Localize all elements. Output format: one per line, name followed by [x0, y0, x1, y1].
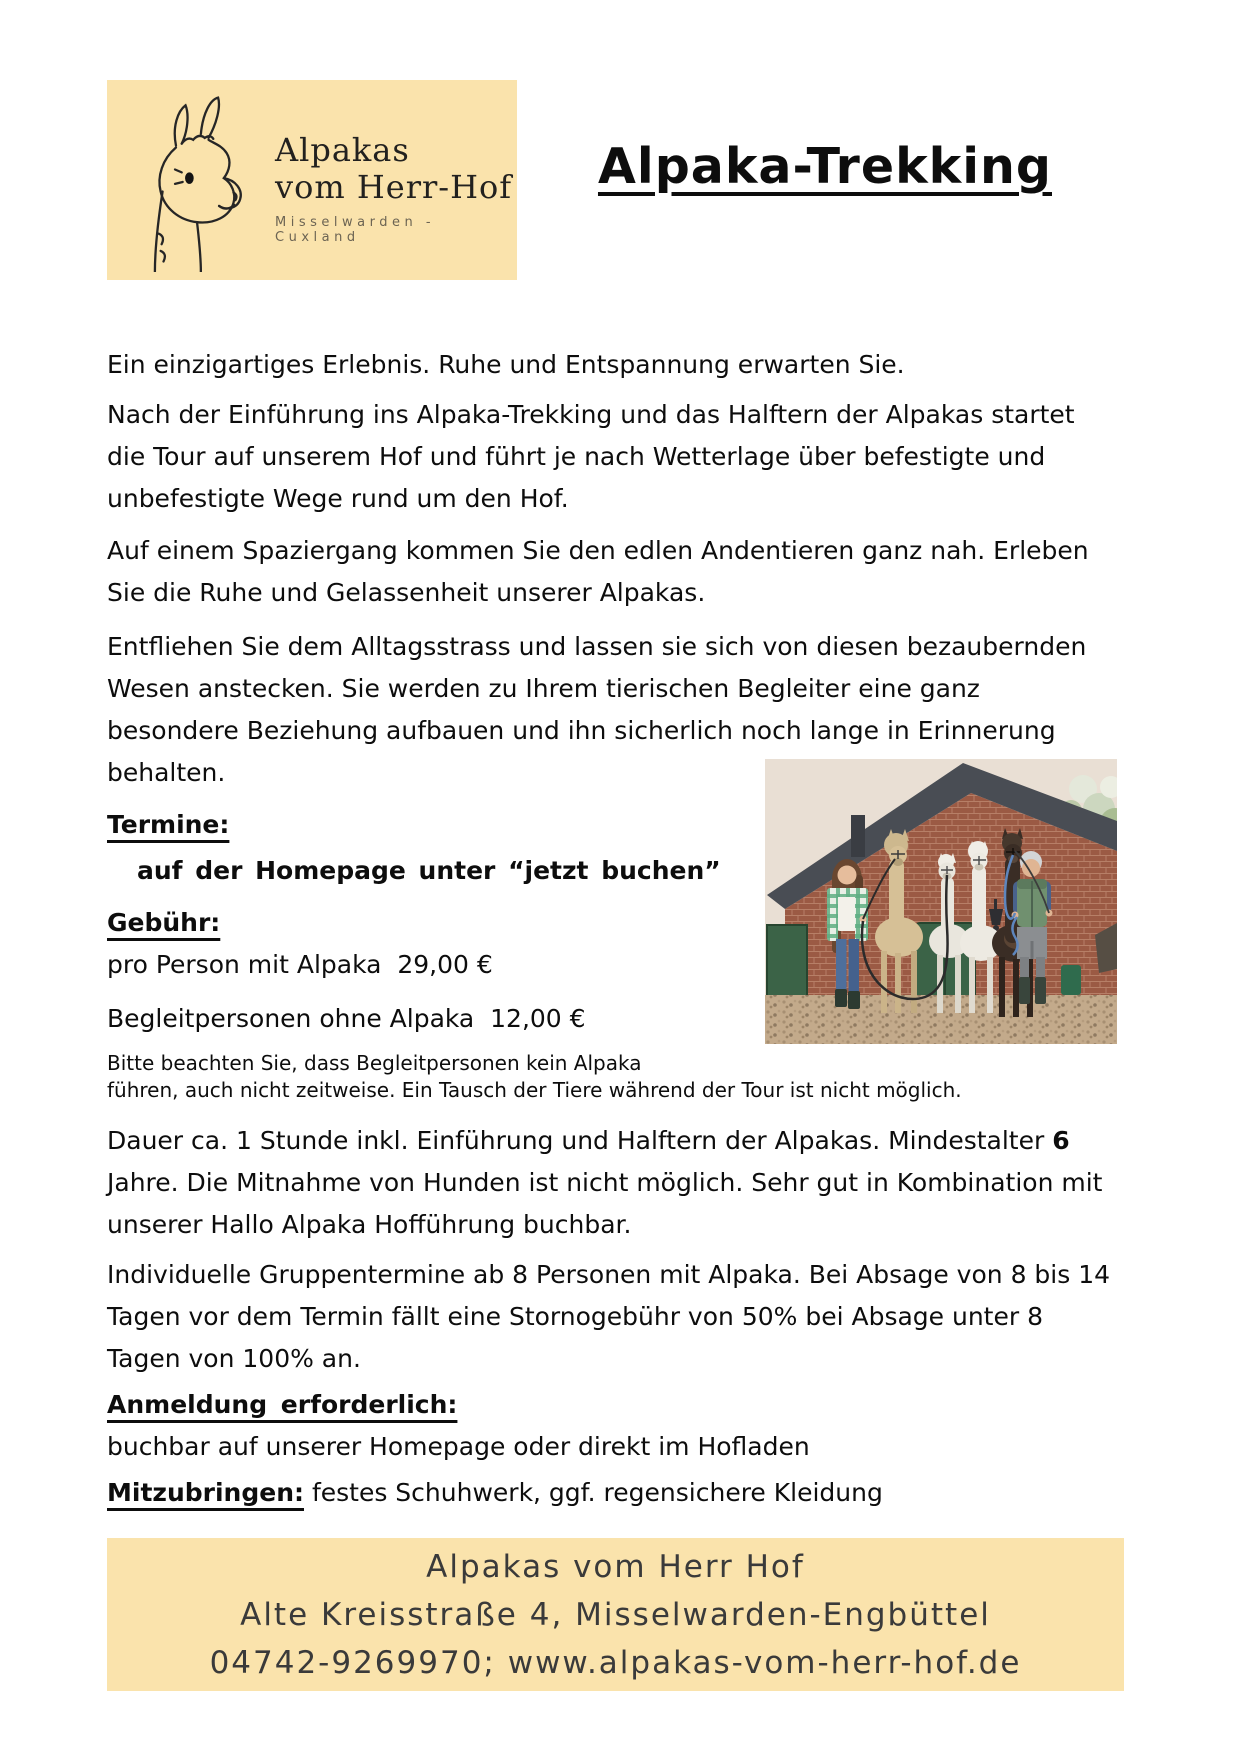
header	[107, 80, 1133, 280]
companion-note-line1: Bitte beachten Sie, dass Begleitpersonen kein Alpaka	[107, 1051, 642, 1075]
section-heading-mitzubringen: Mitzubringen:	[107, 1478, 304, 1507]
intro-paragraph: Auf einem Spaziergang kommen Sie den edlen Andentieren ganz nah. Erleben Sie die Ruhe und Gelassenheit unserer Alpakas.	[107, 536, 1089, 607]
footer-phone-website: 04742-9269970; www.alpakas-vom-herr-hof.de	[209, 1645, 1022, 1681]
alpaca-line-drawing-icon	[123, 90, 273, 276]
footer-contact-box	[107, 1538, 1124, 1691]
logo-text	[275, 132, 517, 245]
duration-paragraph	[107, 1120, 1117, 1246]
minimum-age-value: 6	[1052, 1126, 1070, 1155]
section-heading-anmeldung: Anmeldung erforderlich:	[107, 1390, 458, 1419]
logo-subtitle: Misselwarden - Cuxland	[275, 215, 436, 245]
intro-paragraph: Nach der Einführung ins Alpaka-Trekking und das Halftern der Alpakas startet die Tour auf unserem Hof und führt je nach Wetterlage über befestigte und unbefestigte Wege rund um den Hof.	[107, 400, 1075, 513]
page-title: Alpaka-Trekking	[597, 138, 1052, 195]
price-without-alpaca: Begleitpersonen ohne Alpaka 12,00 €	[107, 1004, 586, 1033]
flyer-body	[107, 344, 1117, 1514]
companion-note	[107, 1050, 1117, 1104]
termine-booking-line: auf der Homepage unter “jetzt buchen”	[137, 856, 721, 885]
alpaca-trekking-photo	[765, 759, 1117, 1044]
intro-paragraph: Ein einzigartiges Erlebnis. Ruhe und Entspannung erwarten Sie.	[107, 350, 905, 379]
anmeldung-text: buchbar auf unserer Homepage oder direkt im Hofladen	[107, 1432, 810, 1461]
intro-paragraph: Entfliehen Sie dem Alltagsstrass und lassen sie sich von diesen bezaubernden Wesen anstecken. Sie werden zu Ihrem tierischen Begleiter eine ganz besondere Beziehung aufbauen und ihn sicherlich noch lange in Erinnerung behalten.	[107, 632, 1087, 787]
duration-text-2: Jahre. Die Mitnahme von Hunden ist nicht möglich. Sehr gut in Kombination mit unserer Hallo Alpaka Hofführung buchbar.	[107, 1168, 1103, 1239]
companion-note-line2: führen, auch nicht zeitweise. Ein Tausch der Tiere während der Tour ist nicht möglich.	[107, 1078, 962, 1102]
logo-title-line2: vom Herr-Hof	[275, 168, 513, 206]
price-with-alpaca: pro Person mit Alpaka 29,00 €	[107, 950, 493, 979]
group-booking-paragraph: Individuelle Gruppentermine ab 8 Personen mit Alpaka. Bei Absage von 8 bis 14 Tagen vor dem Termin fällt eine Stornogebühr von 50% bei Absage unter 8 Tagen von 100% an.	[107, 1260, 1111, 1373]
logo-title-line1: Alpakas	[275, 131, 410, 169]
footer-address: Alte Kreisstraße 4, Misselwarden-Engbüttel	[240, 1597, 991, 1633]
farm-logo	[107, 80, 517, 280]
section-heading-gebuehr: Gebühr:	[107, 908, 221, 937]
mitzubringen-line	[107, 1472, 1117, 1514]
duration-text-1: Dauer ca. 1 Stunde inkl. Einführung und Halftern der Alpakas. Mindestalter	[107, 1126, 1053, 1155]
mitzubringen-text: festes Schuhwerk, ggf. regensichere Kleidung	[304, 1478, 883, 1507]
section-heading-termine: Termine:	[107, 810, 230, 839]
footer-farm-name: Alpakas vom Herr Hof	[426, 1549, 805, 1585]
